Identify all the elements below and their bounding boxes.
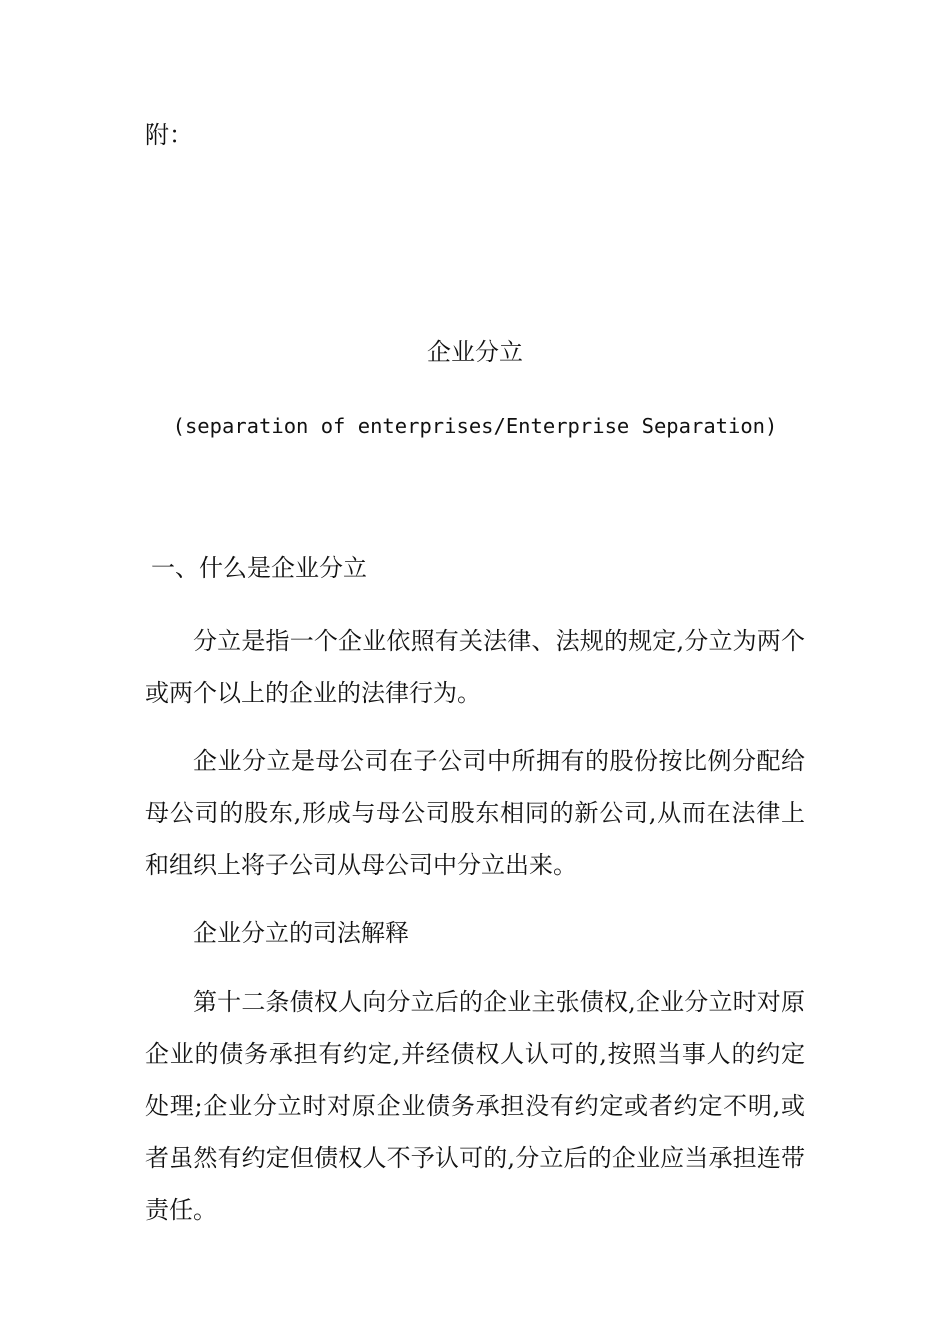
paragraph-explanation: 企业分立是母公司在子公司中所拥有的股份按比例分配给母公司的股东,形成与母公司股东相同的新公司,从而在法律上和组织上将子公司从母公司中分立出来。 [145, 747, 805, 879]
document-title: 企业分立 [427, 338, 523, 366]
document-subtitle: (separation of enterprises/Enterprise Separation) [172, 414, 778, 438]
attachment-label: 附： [145, 121, 193, 149]
paragraph-judicial-heading: 企业分立的司法解释 [193, 919, 409, 947]
paragraph-article-twelve: 第十二条债权人向分立后的企业主张债权,企业分立时对原企业的债务承担有约定,并经债权人认可的,按照当事人的约定处理;企业分立时对原企业债务承担没有约定或者约定不明,或者虽然有约定但债权人不予认可的,分立后的企业应当承担连带责任。 [145, 988, 805, 1224]
section-heading: 一、什么是企业分立 [151, 554, 367, 582]
paragraph-definition: 分立是指一个企业依照有关法律、法规的规定,分立为两个或两个以上的企业的法律行为。 [145, 627, 805, 707]
